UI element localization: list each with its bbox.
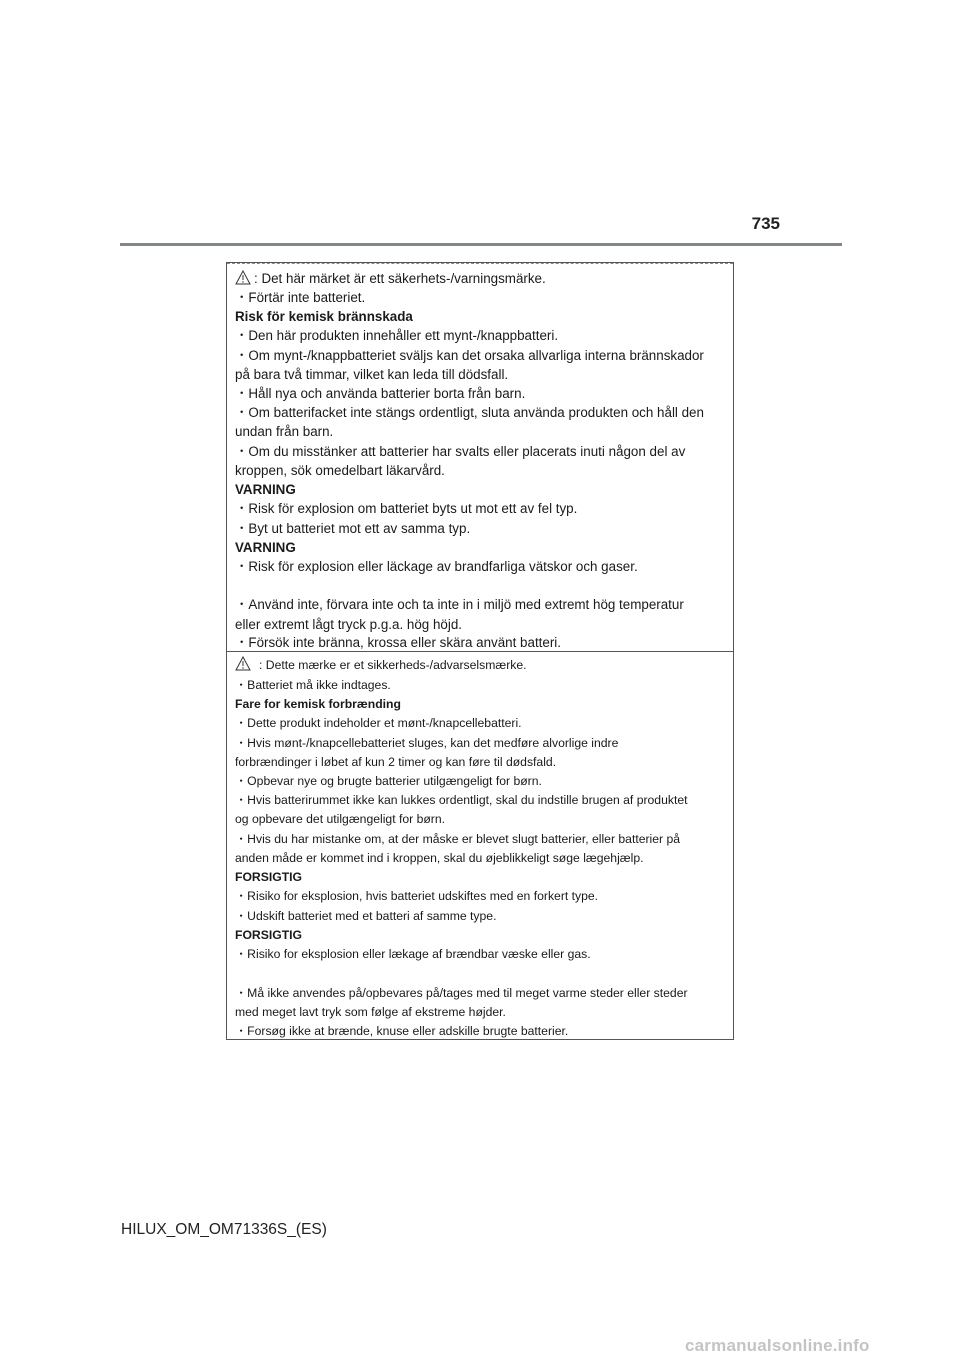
danish-line-16: ・Risiko for eksplosion eller lækage af brændbar væske eller gas. — [235, 947, 591, 961]
swedish-heading-warning-2: VARNING — [235, 540, 296, 555]
danish-line-7: ・Opbevar nye og brugte batterier utilgængeligt for børn. — [235, 774, 542, 788]
box-top-border — [227, 263, 733, 264]
swedish-line-17: ・Använd inte, förvara inte och ta inte in i miljö med extremt hög temperatur — [235, 597, 684, 612]
swedish-line-18: eller extremt lågt tryck p.g.a. hög höjd. — [235, 617, 463, 632]
swedish-line-8: ・Om batterifacket inte stängs ordentligt, sluta använda produkten och håll den — [235, 405, 704, 420]
danish-line-13: ・Risiko for eksplosion, hvis batteriet udskiftes med en forkert type. — [235, 889, 599, 903]
danish-line-10: ・Hvis du har mistanke om, at der måske er blevet slugt batterier, eller batterier på — [235, 832, 681, 846]
swedish-line-1 — [235, 270, 546, 288]
section-divider — [227, 651, 733, 652]
danish-line-9: og opbevare det utilgængeligt for børn. — [235, 812, 446, 826]
swedish-line-2: ・Förtär inte batteriet. — [235, 290, 366, 305]
danish-line-11: anden måde er kommet ind i kroppen, skal du øjeblikkeligt søge lægehjælp. — [235, 851, 644, 865]
danish-line-6: forbrændinger i løbet af kun 2 timer og kan føre til dødsfald. — [235, 755, 557, 769]
footer-document-code: HILUX_OM_OM71336S_(ES) — [121, 1221, 327, 1238]
danish-line-2: ・Batteriet må ikke indtages. — [235, 678, 391, 692]
swedish-line-14: ・Byt ut batteriet mot ett av samma typ. — [235, 521, 471, 536]
warning-triangle-icon — [235, 656, 251, 671]
danish-line-14: ・Udskift batteriet med et batteri af samme type. — [235, 909, 497, 923]
swedish-line-5: ・Om mynt-/knappbatteriet sväljs kan det orsaka allvarliga interna brännskador — [235, 348, 704, 363]
warning-triangle-icon — [235, 270, 251, 285]
swedish-line-9: undan från barn. — [235, 424, 334, 439]
swedish-line-7: ・Håll nya och använda batterier borta från barn. — [235, 386, 526, 401]
danish-line-4: ・Dette produkt indeholder et mønt-/knapcellebatteri. — [235, 716, 522, 730]
danish-line-1 — [235, 656, 527, 674]
swedish-line-16: ・Risk för explosion eller läckage av brandfarliga vätskor och gaser. — [235, 559, 638, 574]
danish-line-5: ・Hvis mønt-/knapcellebatteriet sluges, kan det medføre alvorlige indre — [235, 736, 619, 750]
swedish-heading-chemical-burn: Risk för kemisk brännskada — [235, 309, 413, 324]
swedish-line-13: ・Risk för explosion om batteriet byts ut mot ett av fel typ. — [235, 501, 578, 516]
swedish-heading-warning-1: VARNING — [235, 482, 296, 497]
site-watermark: carmanualsonline.info — [685, 1336, 870, 1355]
danish-line-18: med meget lavt tryk som følge af ekstreme højder. — [235, 1005, 506, 1019]
swedish-line-4: ・Den här produkten innehåller ett mynt-/knappbatteri. — [235, 328, 559, 343]
danish-line-1-text: : Dette mærke er et sikkerheds-/advarselsmærke. — [259, 658, 527, 672]
danish-line-8: ・Hvis batterirummet ikke kan lukkes ordentligt, skal du indstille brugen af produktet — [235, 793, 688, 807]
swedish-line-1-text: : Det här märket är ett säkerhets-/varningsmärke. — [254, 271, 546, 286]
swedish-line-6: på bara två timmar, vilket kan leda till dödsfall. — [235, 367, 509, 382]
danish-line-17: ・Må ikke anvendes på/opbevares på/tages med til meget varme steder eller steder — [235, 986, 688, 1000]
danish-heading-chemical-burn: Fare for kemisk forbrænding — [235, 697, 401, 711]
swedish-line-10: ・Om du misstänker att batterier har svalts eller placerats inuti någon del av — [235, 444, 686, 459]
danish-line-19: ・Forsøg ikke at brænde, knuse eller adskille brugte batterier. — [235, 1024, 569, 1038]
swedish-line-19: ・Försök inte bränna, krossa eller skära använt batteri. — [235, 635, 561, 650]
warning-box — [226, 262, 734, 1040]
header-rule — [120, 243, 842, 246]
danish-heading-caution-1: FORSIGTIG — [235, 870, 303, 884]
danish-heading-caution-2: FORSIGTIG — [235, 928, 303, 942]
swedish-line-11: kroppen, sök omedelbart läkarvård. — [235, 463, 445, 478]
page-number: 735 — [751, 214, 780, 233]
